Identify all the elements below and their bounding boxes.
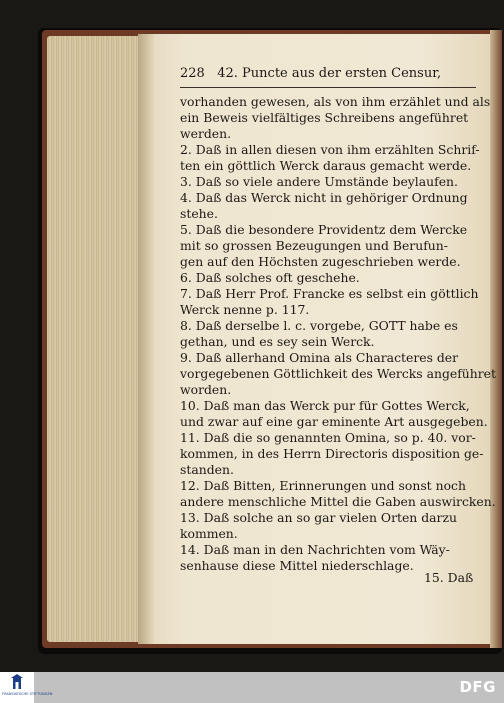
text-line: ein Beweis vielfältiges Schreibens angeführet [180, 110, 469, 125]
catchword: 15. Daß [424, 570, 474, 585]
text-line: und zwar auf eine gar eminente Art ausgegeben. [180, 414, 488, 429]
text-line: standen. [180, 462, 234, 477]
text-line: andere menschliche Mittel die Gaben auswircken. [180, 494, 496, 509]
text-line: 9. Daß allerhand Omina als Characteres der [180, 350, 459, 365]
text-line: 12. Daß Bitten, Erinnerungen und sonst noch [180, 478, 466, 493]
text-line: 11. Daß die so genannten Omina, so p. 40. vor- [180, 430, 476, 445]
text-line: kommen, in des Herrn Directoris disposition ge- [180, 446, 484, 461]
page-header [180, 66, 441, 81]
book-cover-edge [490, 30, 502, 648]
text-line: 10. Daß man das Werck pur für Gottes Werck, [180, 398, 470, 413]
text-line: 4. Daß das Werck nicht in gehöriger Ordnung [180, 190, 468, 205]
text-line: ten ein göttlich Werck daraus gemacht werde. [180, 158, 472, 173]
francke-emblem-icon [11, 674, 23, 690]
text-line: Werck nenne p. 117. [180, 302, 310, 317]
text-line: 2. Daß in allen diesen von ihm erzählten Schrif- [180, 142, 480, 157]
page-number: 228 [180, 66, 205, 81]
text-line: werden. [180, 126, 232, 141]
francke-logo[interactable] [0, 672, 53, 703]
text-line: senhause diese Mittel niederschlage. [180, 558, 414, 573]
header-rule [180, 87, 476, 88]
dfg-logo[interactable]: DFG [459, 678, 496, 696]
text-line: 8. Daß derselbe l. c. vorgebe, GOTT habe es [180, 318, 458, 333]
footer-bar [0, 672, 504, 703]
text-line: vorgegebenen Göttlichkeit des Wercks angeführet [180, 366, 496, 381]
running-title: 42. Puncte aus der ersten Censur, [217, 66, 442, 81]
text-line: worden. [180, 382, 232, 397]
page-edges [47, 36, 147, 642]
francke-logo-text: FRANCKESCHE STIFTUNGEN [2, 692, 53, 696]
text-line: 14. Daß man in den Nachrichten vom Wäy- [180, 542, 450, 557]
text-line: 6. Daß solches oft geschehe. [180, 270, 360, 285]
text-line: 5. Daß die besondere Providentz dem Wercke [180, 222, 468, 237]
text-line: 13. Daß solche an so gar vielen Orten darzu [180, 510, 457, 525]
text-line: gethan, und es sey sein Werck. [180, 334, 375, 349]
text-line: kommen. [180, 526, 238, 541]
text-line: 3. Daß so viele andere Umstände beylaufen. [180, 174, 458, 189]
page-gutter [138, 34, 154, 644]
text-line: vorhanden gewesen, als von ihm erzählet und als [180, 94, 491, 109]
text-line: gen auf den Höchsten zugeschrieben werde. [180, 254, 461, 269]
text-line: 7. Daß Herr Prof. Francke es selbst ein göttlich [180, 286, 479, 301]
text-line: mit so grossen Bezeugungen und Berufun- [180, 238, 448, 253]
text-line: stehe. [180, 206, 218, 221]
